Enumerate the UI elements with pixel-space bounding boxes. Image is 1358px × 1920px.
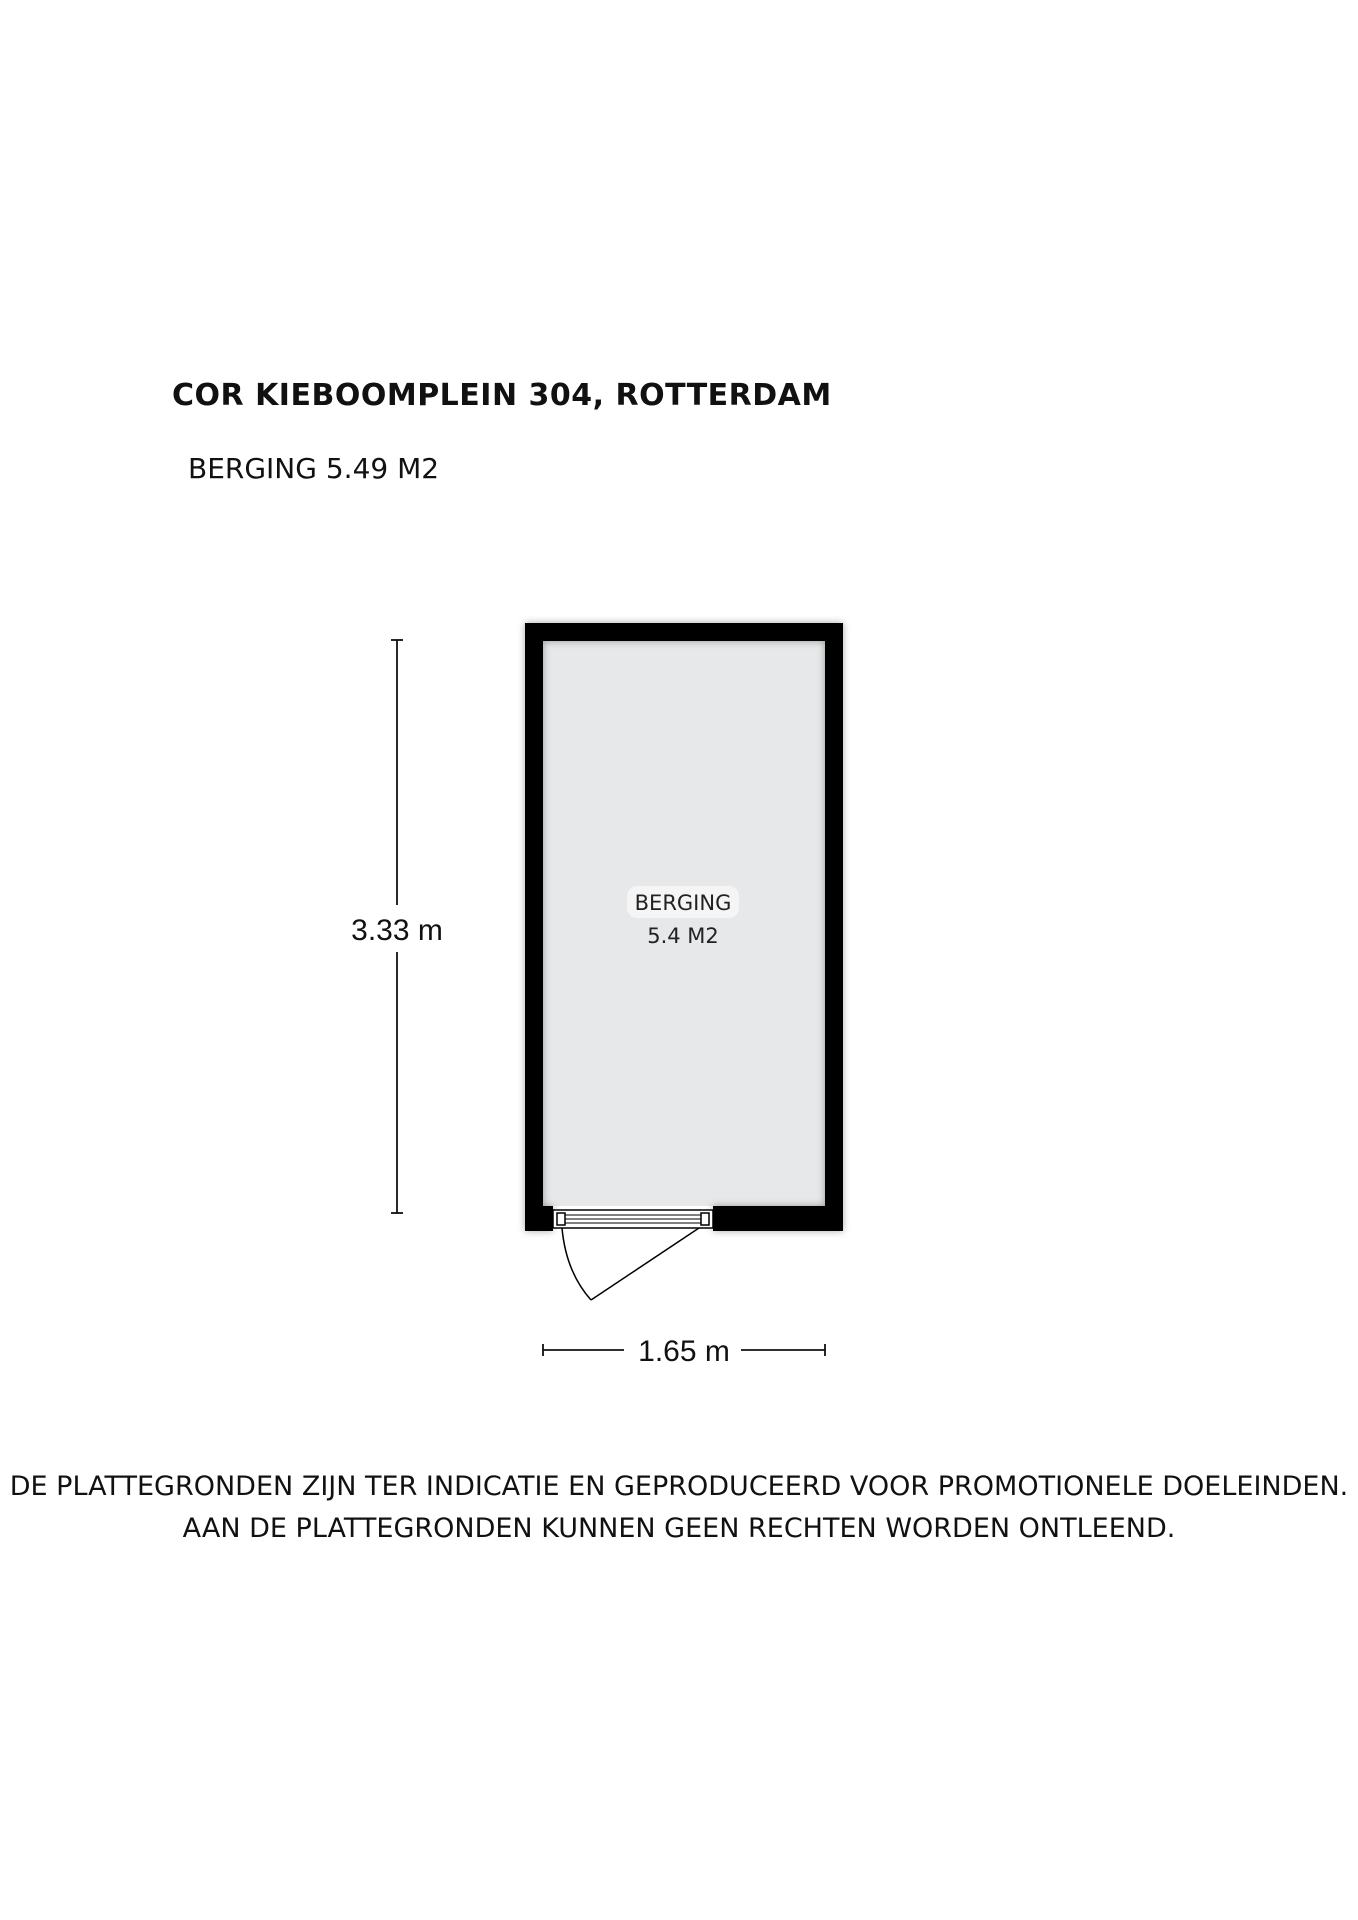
width-dimension-label: 1.65 m <box>638 1335 730 1368</box>
room-area: 5.4 M2 <box>647 924 719 948</box>
width-dimension <box>543 1335 825 1368</box>
page-subtitle: BERGING 5.49 M2 <box>188 452 440 485</box>
wall-bottom-right <box>713 1206 843 1231</box>
height-dimension-label: 3.33 m <box>351 914 443 947</box>
room-floor <box>543 640 825 1206</box>
door <box>553 1210 713 1300</box>
wall-top <box>525 623 843 641</box>
door-leaf <box>591 1228 699 1300</box>
disclaimer <box>0 1466 1358 1550</box>
disclaimer-line-2: AAN DE PLATTEGRONDEN KUNNEN GEEN RECHTEN WORDEN ONTLEEND. <box>182 1513 1176 1544</box>
disclaimer-line-1: DE PLATTEGRONDEN ZIJN TER INDICATIE EN GEPRODUCEERD VOOR PROMOTIONELE DOELEINDEN. <box>9 1471 1349 1502</box>
room-name: BERGING <box>634 891 732 915</box>
wall-left <box>525 623 543 1231</box>
wall-right <box>825 623 843 1231</box>
page-title: COR KIEBOOMPLEIN 304, ROTTERDAM <box>172 378 832 413</box>
door-swing-arc <box>562 1228 591 1300</box>
height-dimension <box>351 640 443 1213</box>
wall-bottom-left <box>525 1206 553 1231</box>
